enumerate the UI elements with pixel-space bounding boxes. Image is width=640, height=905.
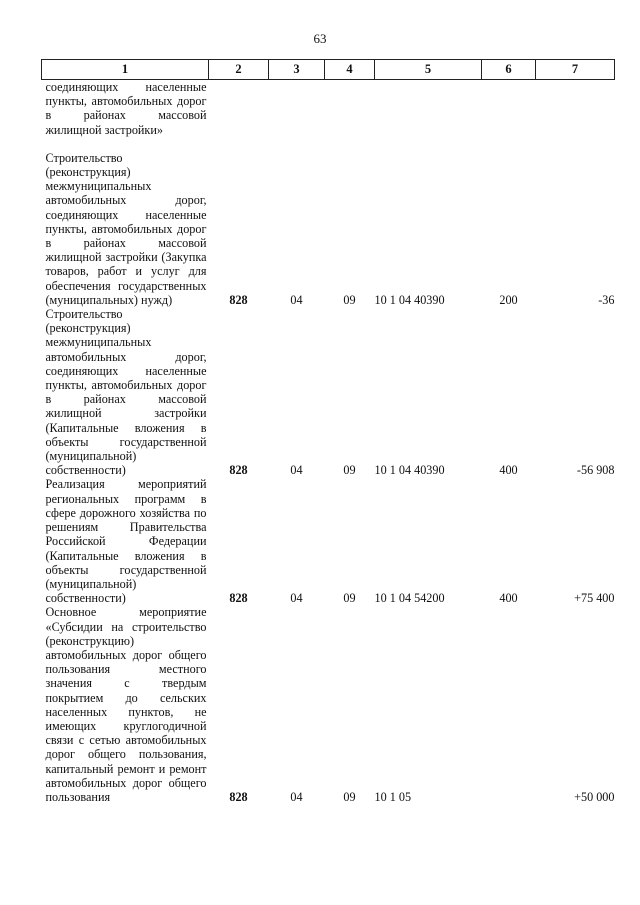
row-amount: -56 908 bbox=[576, 463, 615, 478]
row-target-article: 10 1 04 40390 bbox=[374, 292, 445, 307]
table-row bbox=[42, 605, 615, 804]
row-subsection-code: 09 bbox=[343, 292, 356, 307]
table-row bbox=[42, 307, 615, 477]
row-amount bbox=[536, 80, 615, 137]
page-number: 63 bbox=[313, 31, 327, 46]
row-description: Строительство (реконструкция) межмуниципальных автомобильных дорог, соединяющих населенные пункты, автомобильных дорог в районах массовой жилищной застройки (Закупка товаров, работ и услуг для обеспечения государственных (муниципальных) нужд) bbox=[45, 150, 207, 307]
col-header-4: 4 bbox=[325, 60, 375, 80]
row-subsection-code: 09 bbox=[343, 789, 356, 804]
row-spacer bbox=[42, 137, 615, 151]
row-amount: +50 000 bbox=[574, 789, 615, 804]
row-target-article: 10 1 04 40390 bbox=[374, 463, 445, 478]
row-ved-code: 828 bbox=[229, 591, 248, 606]
col-header-1: 1 bbox=[42, 60, 209, 80]
row-amount: +75 400 bbox=[574, 591, 615, 606]
row-target-article: 10 1 04 54200 bbox=[374, 591, 445, 606]
row-section-code: 04 bbox=[290, 463, 303, 478]
col-header-2: 2 bbox=[209, 60, 269, 80]
row-ved-code: 828 bbox=[229, 463, 248, 478]
row-description: Основное мероприятие «Субсидии на строительство (реконструкцию) автомобильных дорог общего пользования местного значения с твердым покрытием до сельских населенных пунктов, не имеющих круглогодичной связи с сетью автомобильных дорог общего пользования, капитальный ремонт и ремонт автомобильных дорог общего пользования bbox=[45, 605, 207, 804]
row-subsection-code: 09 bbox=[343, 463, 356, 478]
row-ved-code bbox=[209, 80, 269, 137]
row-subsection-code bbox=[325, 80, 375, 137]
row-description: Строительство (реконструкция) межмуниципальных автомобильных дорог, соединяющих населенные пункты, автомобильных дорог в районах массовой жилищной застройки (Капитальные вложения в объекты государственной (муниципальной) собственности) bbox=[45, 307, 207, 478]
row-expense-type: 400 bbox=[499, 463, 518, 478]
table-row bbox=[42, 477, 615, 605]
row-ved-code: 828 bbox=[229, 292, 248, 307]
row-target-article: 10 1 05 bbox=[374, 789, 412, 804]
row-expense-type: 200 bbox=[499, 292, 518, 307]
row-section-code: 04 bbox=[290, 292, 303, 307]
row-expense-type bbox=[482, 80, 536, 137]
row-section-code: 04 bbox=[290, 789, 303, 804]
row-expense-type bbox=[482, 605, 536, 804]
row-subsection-code: 09 bbox=[343, 591, 356, 606]
row-section-code: 04 bbox=[290, 591, 303, 606]
col-header-3: 3 bbox=[269, 60, 325, 80]
row-ved-code: 828 bbox=[229, 789, 248, 804]
row-expense-type: 400 bbox=[499, 591, 518, 606]
col-header-7: 7 bbox=[536, 60, 615, 80]
row-description: Реализация мероприятий региональных программ в сфере дорожного хозяйства по решениям Правительства Российской Федерации (Капитальные вложения в объекты государственной (муниципальной) собственности) bbox=[45, 477, 207, 606]
row-amount: -36 bbox=[598, 292, 615, 307]
row-target-article bbox=[375, 80, 482, 137]
col-header-6: 6 bbox=[482, 60, 536, 80]
table-row bbox=[42, 151, 615, 307]
row-description: соединяющих населенные пункты, автомобильных дорог в районах массовой жилищной застройки» bbox=[45, 80, 207, 137]
header-row bbox=[42, 60, 615, 80]
table-row bbox=[42, 80, 615, 137]
row-section-code bbox=[269, 80, 325, 137]
col-header-5: 5 bbox=[375, 60, 482, 80]
budget-table bbox=[41, 59, 615, 804]
